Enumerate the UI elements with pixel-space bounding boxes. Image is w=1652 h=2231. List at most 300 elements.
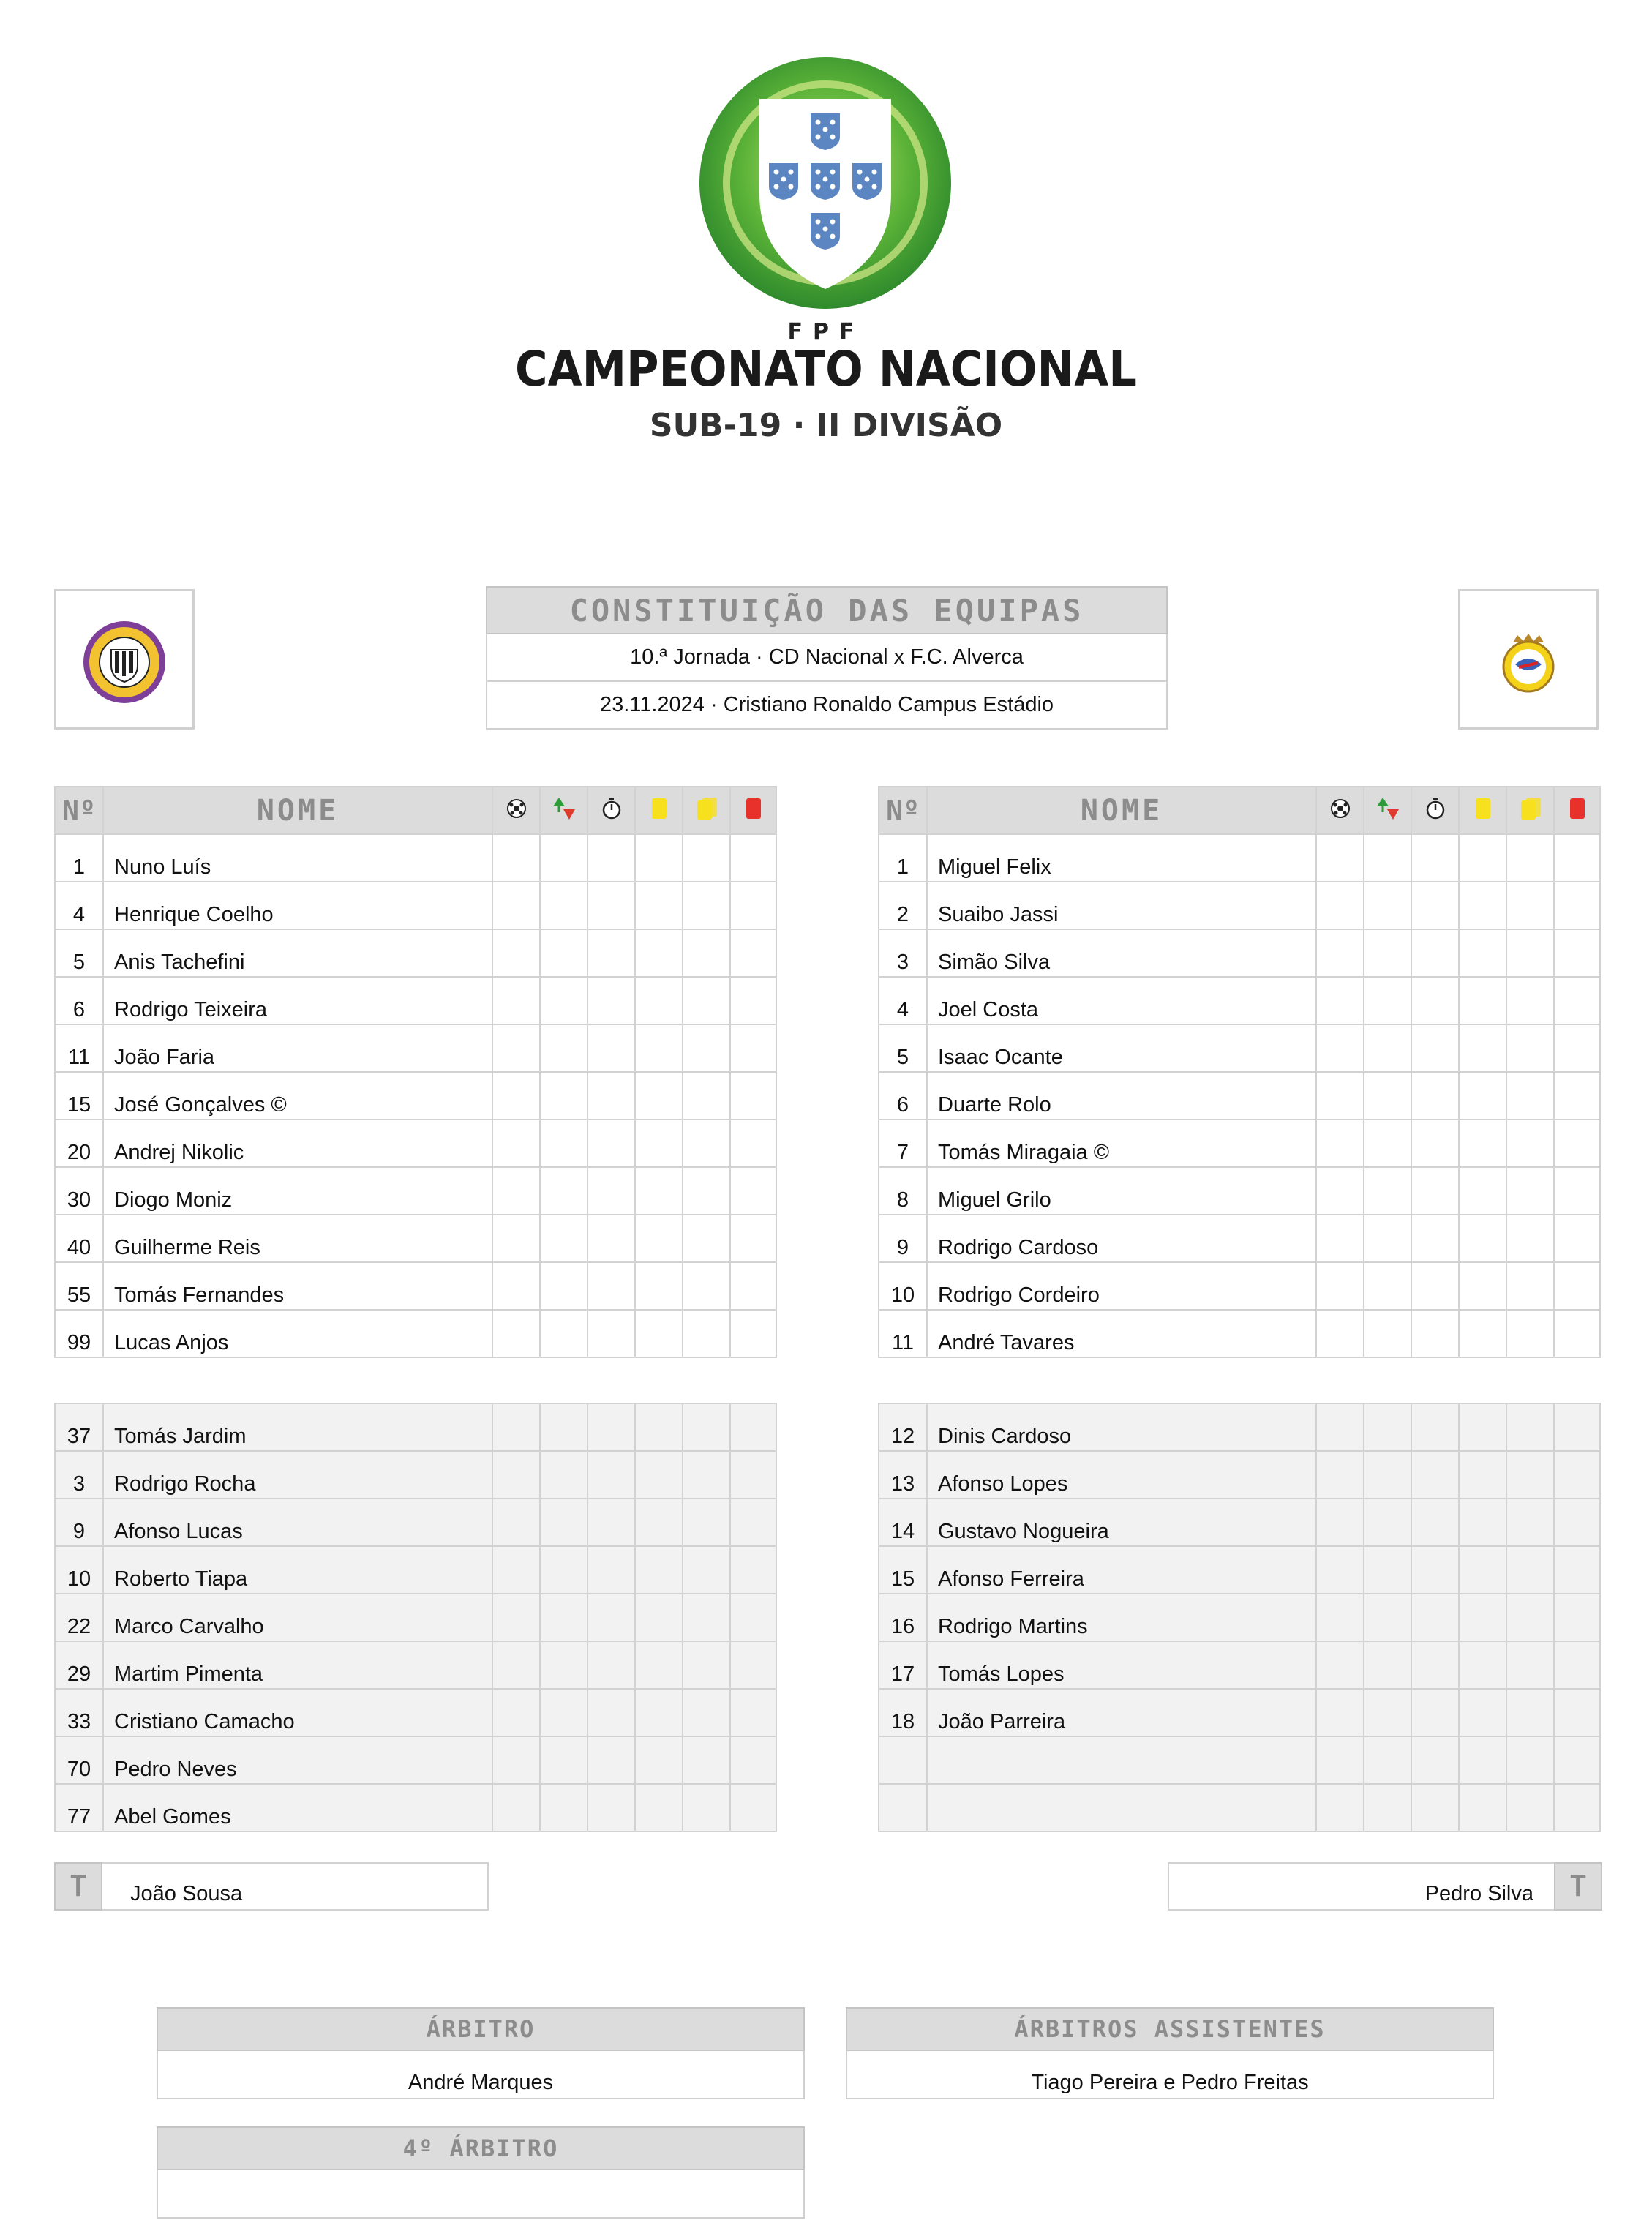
event-cell — [1554, 1262, 1600, 1310]
event-cell — [540, 1167, 587, 1215]
event-cell — [1554, 1499, 1600, 1546]
event-cell — [683, 1120, 730, 1167]
competition-title: CAMPEONATO NACIONAL — [515, 341, 1137, 397]
player-number: 17 — [879, 1641, 927, 1689]
event-cell — [1316, 1784, 1364, 1831]
event-cell — [1364, 834, 1411, 882]
event-cell — [1554, 1689, 1600, 1736]
player-name: Afonso Lucas — [103, 1499, 492, 1546]
event-cell — [587, 1451, 635, 1499]
event-cell — [1316, 1641, 1364, 1689]
event-cell — [492, 1024, 540, 1072]
event-cell — [635, 1546, 683, 1594]
event-cell — [730, 1594, 776, 1641]
player-number: 13 — [879, 1451, 927, 1499]
away-coach — [1168, 1862, 1602, 1911]
event-cell — [1316, 834, 1364, 882]
event-cell — [1364, 1451, 1411, 1499]
number-header: Nº — [879, 787, 927, 834]
player-row — [879, 1072, 1600, 1120]
event-cell — [1554, 1310, 1600, 1357]
player-name: Rodrigo Martins — [927, 1594, 1316, 1641]
player-row — [55, 882, 776, 929]
event-cell — [1316, 1120, 1364, 1167]
event-cell — [635, 834, 683, 882]
player-name: Martim Pimenta — [103, 1641, 492, 1689]
coach-label: T — [1554, 1862, 1602, 1911]
event-cell — [1364, 882, 1411, 929]
event-cell — [1364, 1215, 1411, 1262]
event-cell — [1411, 1215, 1459, 1262]
event-cell — [1506, 834, 1554, 882]
event-cell — [1316, 1310, 1364, 1357]
player-name: José Gonçalves © — [103, 1072, 492, 1120]
event-cell — [540, 1641, 587, 1689]
event-cell — [587, 1641, 635, 1689]
event-cell — [1459, 1215, 1506, 1262]
player-name: André Tavares — [927, 1310, 1316, 1357]
event-cell — [1459, 1784, 1506, 1831]
player-row — [55, 1072, 776, 1120]
event-cell — [1411, 1689, 1459, 1736]
event-cell — [1364, 1167, 1411, 1215]
event-cell — [1554, 1546, 1600, 1594]
event-cell — [1411, 929, 1459, 977]
event-cell — [1459, 977, 1506, 1024]
player-number: 18 — [879, 1689, 927, 1736]
player-number: 70 — [55, 1736, 103, 1784]
event-cell — [1316, 1546, 1364, 1594]
event-cell — [730, 1546, 776, 1594]
event-cell — [540, 1784, 587, 1831]
event-cell — [540, 1262, 587, 1310]
goal-icon — [492, 787, 540, 834]
player-number: 6 — [55, 977, 103, 1024]
event-cell — [1459, 1689, 1506, 1736]
event-cell — [683, 1072, 730, 1120]
event-cell — [683, 834, 730, 882]
event-cell — [635, 929, 683, 977]
event-cell — [1411, 882, 1459, 929]
event-cell — [1411, 1167, 1459, 1215]
player-name: Roberto Tiapa — [103, 1546, 492, 1594]
event-cell — [1506, 929, 1554, 977]
player-row — [879, 1499, 1600, 1546]
event-cell — [730, 1641, 776, 1689]
player-number: 14 — [879, 1499, 927, 1546]
event-cell — [1316, 1167, 1364, 1215]
event-cell — [540, 977, 587, 1024]
event-cell — [1554, 977, 1600, 1024]
event-cell — [730, 1403, 776, 1451]
player-row — [55, 1594, 776, 1641]
competition-logo — [697, 55, 953, 311]
event-cell — [492, 1546, 540, 1594]
player-name: Rodrigo Teixeira — [103, 977, 492, 1024]
red-card-icon — [1554, 787, 1600, 834]
player-number: 5 — [879, 1024, 927, 1072]
event-cell — [1506, 1024, 1554, 1072]
event-cell — [1364, 1689, 1411, 1736]
player-number: 4 — [879, 977, 927, 1024]
event-cell — [1411, 1451, 1459, 1499]
player-name: Rodrigo Cordeiro — [927, 1262, 1316, 1310]
table-header-row — [879, 787, 1600, 834]
event-cell — [1554, 882, 1600, 929]
event-cell — [1411, 1499, 1459, 1546]
event-cell — [1506, 1451, 1554, 1499]
event-cell — [635, 1594, 683, 1641]
player-name: João Faria — [103, 1024, 492, 1072]
event-cell — [540, 1072, 587, 1120]
event-cell — [1364, 1641, 1411, 1689]
event-cell — [683, 1546, 730, 1594]
player-number: 3 — [55, 1451, 103, 1499]
event-cell — [540, 1594, 587, 1641]
player-name: Lucas Anjos — [103, 1310, 492, 1357]
event-cell — [492, 882, 540, 929]
event-cell — [540, 1215, 587, 1262]
player-number: 33 — [55, 1689, 103, 1736]
event-cell — [683, 1167, 730, 1215]
player-row — [879, 929, 1600, 977]
event-cell — [1411, 977, 1459, 1024]
player-name: Miguel Grilo — [927, 1167, 1316, 1215]
event-cell — [730, 1689, 776, 1736]
event-cell — [1364, 1499, 1411, 1546]
event-cell — [1459, 1310, 1506, 1357]
event-cell — [1459, 1262, 1506, 1310]
event-cell — [730, 834, 776, 882]
event-cell — [683, 1784, 730, 1831]
event-cell — [492, 1167, 540, 1215]
player-name: Cristiano Camacho — [103, 1689, 492, 1736]
event-cell — [683, 882, 730, 929]
event-cell — [1554, 1215, 1600, 1262]
event-cell — [1364, 1262, 1411, 1310]
player-number: 15 — [879, 1546, 927, 1594]
yellow-card-icon — [1459, 787, 1506, 834]
competition-division: SUB-19 · II DIVISÃO — [649, 407, 1003, 444]
event-cell — [635, 1024, 683, 1072]
event-cell — [1411, 1072, 1459, 1120]
event-cell — [683, 1689, 730, 1736]
event-cell — [635, 1262, 683, 1310]
player-name: Pedro Neves — [103, 1736, 492, 1784]
event-cell — [730, 1072, 776, 1120]
event-cell — [635, 1072, 683, 1120]
player-number: 37 — [55, 1403, 103, 1451]
event-cell — [1459, 1546, 1506, 1594]
player-number: 15 — [55, 1072, 103, 1120]
player-row — [879, 1546, 1600, 1594]
player-number: 4 — [55, 882, 103, 929]
second-yellow-card-icon — [683, 787, 730, 834]
event-cell — [492, 1499, 540, 1546]
event-cell — [492, 1594, 540, 1641]
event-cell — [1459, 1024, 1506, 1072]
event-cell — [492, 1689, 540, 1736]
event-cell — [587, 1499, 635, 1546]
event-cell — [635, 1403, 683, 1451]
event-cell — [587, 1689, 635, 1736]
event-cell — [1506, 977, 1554, 1024]
player-row — [879, 1167, 1600, 1215]
player-number: 30 — [55, 1167, 103, 1215]
event-cell — [1364, 1024, 1411, 1072]
event-cell — [587, 1120, 635, 1167]
event-cell — [492, 1641, 540, 1689]
event-cell — [1554, 1403, 1600, 1451]
event-cell — [1316, 1451, 1364, 1499]
player-number: 3 — [879, 929, 927, 977]
event-cell — [1364, 1736, 1411, 1784]
event-cell — [540, 1403, 587, 1451]
event-cell — [683, 1499, 730, 1546]
event-cell — [1364, 1310, 1411, 1357]
event-cell — [1554, 929, 1600, 977]
event-cell — [587, 834, 635, 882]
event-cell — [1411, 1594, 1459, 1641]
event-cell — [587, 977, 635, 1024]
event-cell — [683, 1594, 730, 1641]
event-cell — [1459, 929, 1506, 977]
competition-org: FPF — [787, 319, 865, 345]
event-cell — [1459, 1167, 1506, 1215]
event-cell — [1364, 1594, 1411, 1641]
event-cell — [540, 1689, 587, 1736]
event-cell — [587, 1403, 635, 1451]
event-cell — [730, 1736, 776, 1784]
match-info — [486, 586, 1168, 730]
event-cell — [683, 1215, 730, 1262]
player-row — [879, 1024, 1600, 1072]
event-cell — [587, 1167, 635, 1215]
event-cell — [730, 1167, 776, 1215]
event-cell — [635, 1736, 683, 1784]
event-cell — [1506, 1403, 1554, 1451]
player-name: Anis Tachefini — [103, 929, 492, 977]
fourth-official-name — [157, 2170, 805, 2219]
substitution-icon — [540, 787, 587, 834]
event-cell — [1506, 1262, 1554, 1310]
event-cell — [1506, 1641, 1554, 1689]
event-cell — [1316, 1736, 1364, 1784]
player-row — [879, 1594, 1600, 1641]
name-header: NOME — [103, 787, 492, 834]
event-cell — [635, 1215, 683, 1262]
player-row — [55, 1120, 776, 1167]
event-cell — [1316, 1594, 1364, 1641]
player-name: João Parreira — [927, 1689, 1316, 1736]
player-row — [879, 1120, 1600, 1167]
event-cell — [1411, 1403, 1459, 1451]
event-cell — [683, 1024, 730, 1072]
player-number — [879, 1736, 927, 1784]
player-number: 2 — [879, 882, 927, 929]
event-cell — [492, 1451, 540, 1499]
event-cell — [1364, 1120, 1411, 1167]
event-cell — [1506, 1736, 1554, 1784]
second-yellow-card-icon — [1506, 787, 1554, 834]
event-cell — [587, 929, 635, 977]
referee-box — [157, 2007, 805, 2099]
event-cell — [1506, 1499, 1554, 1546]
fourth-official-box — [157, 2126, 805, 2219]
event-cell — [540, 834, 587, 882]
event-cell — [1411, 1120, 1459, 1167]
fourth-official-label: 4º ÁRBITRO — [157, 2126, 805, 2170]
number-header: Nº — [55, 787, 103, 834]
event-cell — [587, 882, 635, 929]
event-cell — [730, 1262, 776, 1310]
event-cell — [492, 977, 540, 1024]
event-cell — [635, 882, 683, 929]
table-header-row — [55, 787, 776, 834]
event-cell — [540, 1546, 587, 1594]
player-row — [879, 1736, 1600, 1784]
player-row — [879, 1641, 1600, 1689]
player-name: Joel Costa — [927, 977, 1316, 1024]
player-number — [879, 1784, 927, 1831]
player-name: Rodrigo Rocha — [103, 1451, 492, 1499]
event-cell — [730, 1120, 776, 1167]
player-name: Simão Silva — [927, 929, 1316, 977]
player-row — [879, 977, 1600, 1024]
match-round: 10.ª Jornada · CD Nacional x F.C. Alverca — [486, 634, 1168, 682]
event-cell — [1554, 1120, 1600, 1167]
event-cell — [1364, 929, 1411, 977]
player-row — [55, 1310, 776, 1357]
event-cell — [492, 1262, 540, 1310]
assistants-label: ÁRBITROS ASSISTENTES — [846, 2007, 1494, 2051]
player-number: 1 — [55, 834, 103, 882]
event-cell — [1554, 1594, 1600, 1641]
event-cell — [1506, 1594, 1554, 1641]
event-cell — [587, 1215, 635, 1262]
event-cell — [1411, 1784, 1459, 1831]
player-name: Afonso Lopes — [927, 1451, 1316, 1499]
event-cell — [587, 1072, 635, 1120]
event-cell — [1506, 1120, 1554, 1167]
event-cell — [492, 1215, 540, 1262]
player-row — [879, 1784, 1600, 1831]
event-cell — [1554, 1024, 1600, 1072]
event-cell — [1364, 1546, 1411, 1594]
event-cell — [683, 1403, 730, 1451]
player-row — [55, 1262, 776, 1310]
event-cell — [1506, 1167, 1554, 1215]
event-cell — [492, 1310, 540, 1357]
event-cell — [492, 1072, 540, 1120]
player-row — [55, 977, 776, 1024]
player-name: Duarte Rolo — [927, 1072, 1316, 1120]
event-cell — [1316, 929, 1364, 977]
event-cell — [1364, 1403, 1411, 1451]
referee-label: ÁRBITRO — [157, 2007, 805, 2051]
event-cell — [1411, 1641, 1459, 1689]
event-cell — [635, 1167, 683, 1215]
player-row — [879, 1262, 1600, 1310]
event-cell — [1554, 1167, 1600, 1215]
home-subs-table — [54, 1403, 776, 1832]
event-cell — [492, 1403, 540, 1451]
event-cell — [1506, 1546, 1554, 1594]
event-cell — [635, 1641, 683, 1689]
goal-icon — [1316, 787, 1364, 834]
event-cell — [540, 1310, 587, 1357]
player-number: 77 — [55, 1784, 103, 1831]
event-cell — [1411, 834, 1459, 882]
event-cell — [540, 882, 587, 929]
event-cell — [1459, 1594, 1506, 1641]
player-name: Tomás Miragaia © — [927, 1120, 1316, 1167]
event-cell — [683, 929, 730, 977]
event-cell — [587, 1546, 635, 1594]
player-row — [55, 1167, 776, 1215]
event-cell — [730, 1310, 776, 1357]
referee-name: André Marques — [157, 2051, 805, 2099]
event-cell — [540, 1451, 587, 1499]
event-cell — [1459, 1403, 1506, 1451]
player-number: 11 — [879, 1310, 927, 1357]
event-cell — [540, 1499, 587, 1546]
player-name: Rodrigo Cardoso — [927, 1215, 1316, 1262]
event-cell — [1554, 1736, 1600, 1784]
player-row — [55, 1024, 776, 1072]
event-cell — [1364, 977, 1411, 1024]
event-cell — [1554, 1072, 1600, 1120]
stopwatch-icon — [587, 787, 635, 834]
player-row — [879, 1451, 1600, 1499]
event-cell — [587, 1262, 635, 1310]
event-cell — [1364, 1072, 1411, 1120]
event-cell — [587, 1784, 635, 1831]
player-name: Andrej Nikolic — [103, 1120, 492, 1167]
event-cell — [540, 929, 587, 977]
coach-label: T — [54, 1862, 102, 1911]
assistant-referees-box — [846, 2007, 1494, 2099]
player-number: 29 — [55, 1641, 103, 1689]
event-cell — [492, 1784, 540, 1831]
player-name: Gustavo Nogueira — [927, 1499, 1316, 1546]
event-cell — [730, 929, 776, 977]
event-cell — [730, 1784, 776, 1831]
event-cell — [1316, 1072, 1364, 1120]
player-name: Tomás Jardim — [103, 1403, 492, 1451]
player-name — [927, 1784, 1316, 1831]
player-row — [55, 929, 776, 977]
event-cell — [492, 1736, 540, 1784]
home-team-crest — [54, 589, 195, 730]
event-cell — [1459, 1120, 1506, 1167]
away-starters-table — [878, 786, 1599, 1358]
event-cell — [1364, 1784, 1411, 1831]
player-row — [879, 1403, 1600, 1451]
player-number: 11 — [55, 1024, 103, 1072]
event-cell — [730, 1215, 776, 1262]
event-cell — [1459, 1499, 1506, 1546]
event-cell — [587, 1736, 635, 1784]
event-cell — [1459, 834, 1506, 882]
player-row — [55, 1689, 776, 1736]
event-cell — [1411, 1262, 1459, 1310]
event-cell — [1316, 1024, 1364, 1072]
home-starters-table — [54, 786, 776, 1358]
match-date-venue: 23.11.2024 · Cristiano Ronaldo Campus Estádio — [486, 682, 1168, 730]
player-name: Suaibo Jassi — [927, 882, 1316, 929]
event-cell — [1506, 1072, 1554, 1120]
